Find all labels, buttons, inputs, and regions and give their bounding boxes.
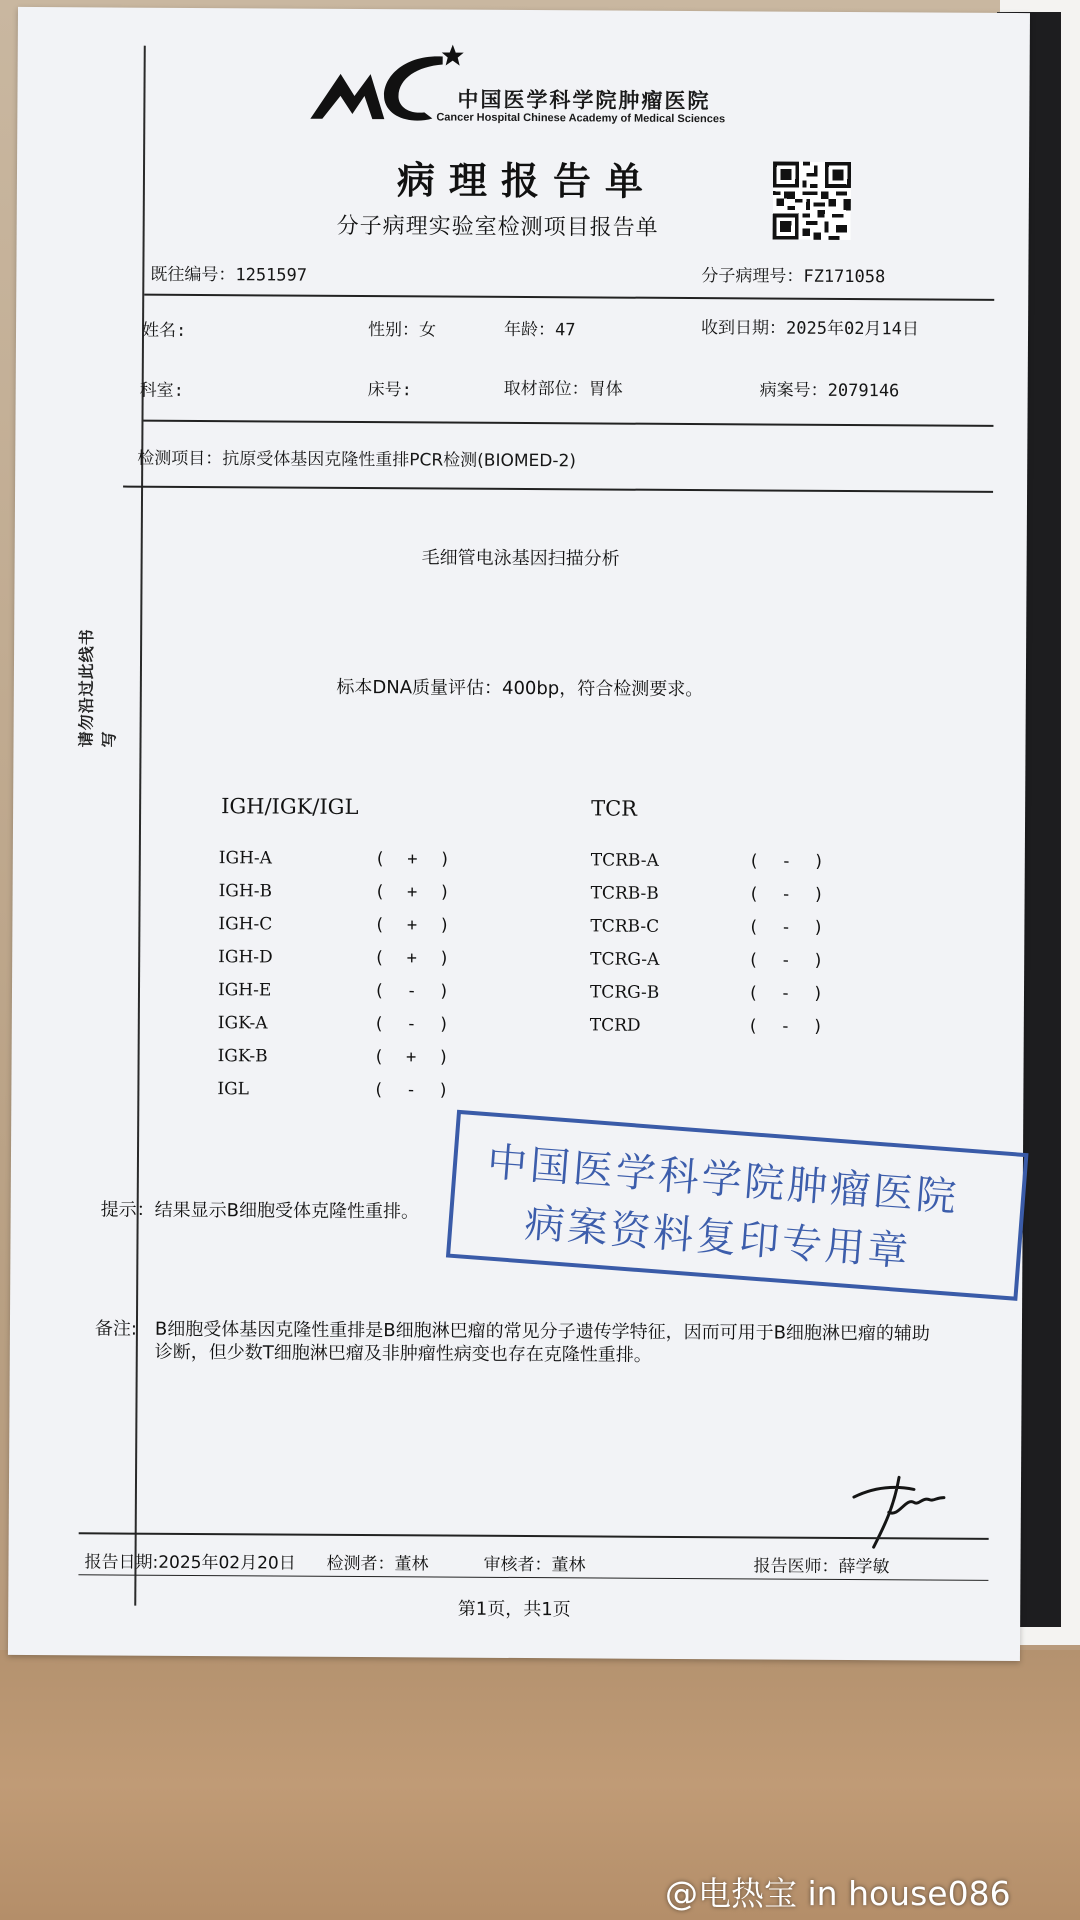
- dna-quality: 标本DNA质量评估：400bp，符合检测要求。: [336, 676, 704, 701]
- tester: 检测者：董林: [326, 1553, 429, 1575]
- side-instruction: 请勿沿过此线书写: [76, 628, 119, 748]
- report-date: 报告日期:2025年02月20日: [84, 1552, 296, 1574]
- ig-gene-name: IGH-C: [218, 914, 273, 935]
- hospital-name-cn: 中国医学科学院肿瘤医院: [457, 86, 711, 114]
- ig-result-value: ( + ): [374, 948, 456, 969]
- tcr-column-header: TCR: [591, 796, 638, 821]
- ig-result-value: ( + ): [374, 849, 457, 870]
- ig-result-value: ( - ): [373, 981, 456, 1002]
- tcr-result-value: ( - ): [748, 851, 831, 872]
- watermark: @电热宝 in house086: [665, 1874, 1011, 1913]
- tcr-gene-name: TCRB-C: [590, 916, 660, 937]
- tcr-gene-name: TCRB-A: [590, 850, 659, 871]
- tcr-result-value: ( - ): [748, 950, 830, 971]
- divider: [144, 294, 994, 301]
- bed-label: 床号:: [367, 380, 412, 401]
- patient-name-label: 姓名:: [141, 320, 187, 341]
- page-number: 第1页，共1页: [457, 1598, 571, 1621]
- tcr-result-value: ( - ): [748, 884, 830, 905]
- ig-result-value: ( - ): [373, 1014, 456, 1035]
- prev-number: 既往编号：1251597: [150, 264, 308, 286]
- page-subtitle: 分子病理实验室检测项目报告单: [336, 213, 659, 241]
- ig-gene-name: IGK-A: [217, 1013, 268, 1034]
- ig-column-header: IGH/IGK/IGL: [221, 794, 359, 820]
- case-number: 病案号：2079146: [759, 380, 900, 402]
- signature: [844, 1467, 955, 1558]
- reviewer: 审核者：董林: [483, 1554, 586, 1576]
- ig-gene-name: IGH-B: [218, 881, 273, 902]
- sampling-site: 取材部位：胃体: [503, 378, 623, 400]
- left-margin-line: [134, 46, 146, 1606]
- hospital-name-en: Cancer Hospital Chinese Academy of Medical Sciences: [436, 111, 726, 126]
- tcr-gene-name: TCRD: [589, 1015, 641, 1036]
- ig-gene-name: IGH-D: [218, 947, 273, 968]
- test-item: 检测项目：抗原受体基因克隆性重排PCR检测(BIOMED-2): [137, 448, 577, 472]
- remark-label: 备注:: [94, 1318, 138, 1340]
- received-date: 收到日期：2025年02月14日: [700, 318, 920, 340]
- qr-code-icon: [773, 162, 851, 240]
- hospital-stamp: [446, 1110, 1029, 1301]
- ig-gene-name: IGK-B: [217, 1046, 268, 1067]
- section-title: 毛细管电泳基因扫描分析: [421, 547, 620, 570]
- tcr-gene-name: TCRG-A: [590, 949, 660, 970]
- report-sheet: [8, 7, 1030, 1661]
- result-hint: 提示：结果显示B细胞受体克隆性重排。: [100, 1199, 420, 1223]
- tcr-result-value: ( - ): [748, 917, 830, 938]
- ig-gene-name: IGL: [217, 1079, 250, 1100]
- ig-result-value: ( + ): [373, 1047, 455, 1068]
- department-label: 科室:: [139, 380, 184, 401]
- gender-field: 性别：女: [367, 320, 437, 341]
- report-doctor: 报告医师：薛学敏: [753, 1556, 890, 1578]
- divider: [143, 420, 993, 427]
- tcr-result-value: ( - ): [747, 1016, 830, 1037]
- ig-result-value: ( + ): [374, 882, 456, 903]
- remark: [95, 1317, 935, 1368]
- divider: [123, 486, 993, 493]
- molecular-pathology-number: 分子病理号：FZ171058: [701, 266, 886, 288]
- age-field: 年龄：47: [503, 319, 576, 341]
- page-title: 病理报告单: [396, 157, 658, 204]
- ig-gene-name: IGH-A: [218, 848, 273, 869]
- tcr-gene-name: TCRG-B: [589, 982, 660, 1003]
- stamp-line-2: 病案资料复印专用章: [522, 1200, 913, 1276]
- ig-result-value: ( + ): [374, 915, 456, 936]
- ig-gene-name: IGH-E: [217, 980, 272, 1001]
- tcr-result-value: ( - ): [747, 983, 830, 1004]
- ig-result-value: ( - ): [373, 1080, 455, 1101]
- stamp-line-1: 中国医学科学院肿瘤医院: [485, 1139, 961, 1222]
- remark-text: B细胞受体基因克隆性重排是B细胞淋巴瘤的常见分子遗传学特征，因而可用于B细胞淋巴瘤的辅助诊断，但少数T细胞淋巴瘤及非肿瘤性病变也存在克隆性重排。: [154, 1318, 931, 1366]
- tcr-gene-name: TCRB-B: [590, 883, 659, 904]
